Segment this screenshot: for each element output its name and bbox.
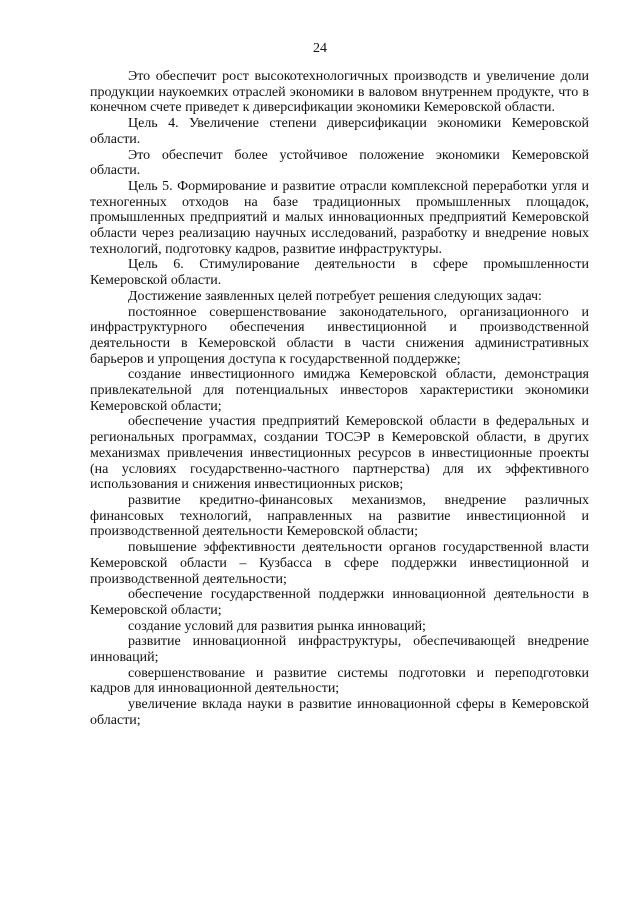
paragraph: создание инвестиционного имиджа Кемеровской области, демонстрация привлекательной для потенциальных инвесторов характеристики экономики Кемеровской области; <box>90 367 589 414</box>
paragraph: развитие инновационной инфраструктуры, обеспечивающей внедрение инноваций; <box>90 634 589 666</box>
paragraph: обеспечение участия предприятий Кемеровской области в федеральных и региональных программах, создании ТОСЭР в Кемеровской области, в других механизмах привлечения инвестиционных ресурсов в инвестиционные проекты (на условиях государственно-частного партнерства) для их эффективного использования и снижения инвестиционных рисков; <box>90 414 589 493</box>
paragraph: Цель 4. Увеличение степени диверсификации экономики Кемеровской области. <box>90 116 589 147</box>
paragraph: Это обеспечит рост высокотехнологичных производств и увеличение доли продукции наукоемких отраслей экономики в валовом внутреннем продукте, что в конечном счете приведет к диверсификации экономики Кемеровской области. <box>90 69 589 116</box>
paragraph: создание условий для развития рынка инноваций; <box>128 618 426 634</box>
paragraph: увеличение вклада науки в развитие инновационной сферы в Кемеровской области; <box>90 697 589 728</box>
paragraph: Это обеспечит более устойчивое положение экономики Кемеровской области. <box>90 147 589 179</box>
document-body <box>90 69 589 729</box>
paragraph: совершенствование и развитие системы подготовки и переподготовки кадров для инновационной деятельности; <box>90 665 589 697</box>
paragraph: постоянное совершенствование законодательного, организационного и инфраструктурного обеспечения инвестиционной и производственной деятельности в Кемеровской области в части снижения административных барьеров и упрощения доступа к государственной поддержке; <box>90 304 589 367</box>
paragraph: повышение эффективности деятельности органов государственной власти Кемеровской области – Кузбасса в сфере поддержки инвестиционной и производственной деятельности; <box>90 540 589 587</box>
paragraph: Достижение заявленных целей потребует решения следующих задач: <box>128 288 542 304</box>
paragraph: Цель 6. Стимулирование деятельности в сфере промышленности Кемеровской области. <box>90 257 589 289</box>
paragraph: развитие кредитно-финансовых механизмов, внедрение различных финансовых технологий, направленных на развитие инвестиционной и производственной деятельности Кемеровской области; <box>90 492 589 540</box>
page-number: 24 <box>313 41 327 56</box>
paragraph: обеспечение государственной поддержки инновационной деятельности в Кемеровской области; <box>90 587 589 618</box>
paragraph: Цель 5. Формирование и развитие отрасли комплексной переработки угля и техногенных отходов на базе традиционных промышленных площадок, промышленных предприятий и малых инновационных предприятий Кемеровской области через реализацию научных исследований, разработку и внедрение новых технологий, подготовку кадров, развитие инфраструктуры. <box>90 178 589 257</box>
